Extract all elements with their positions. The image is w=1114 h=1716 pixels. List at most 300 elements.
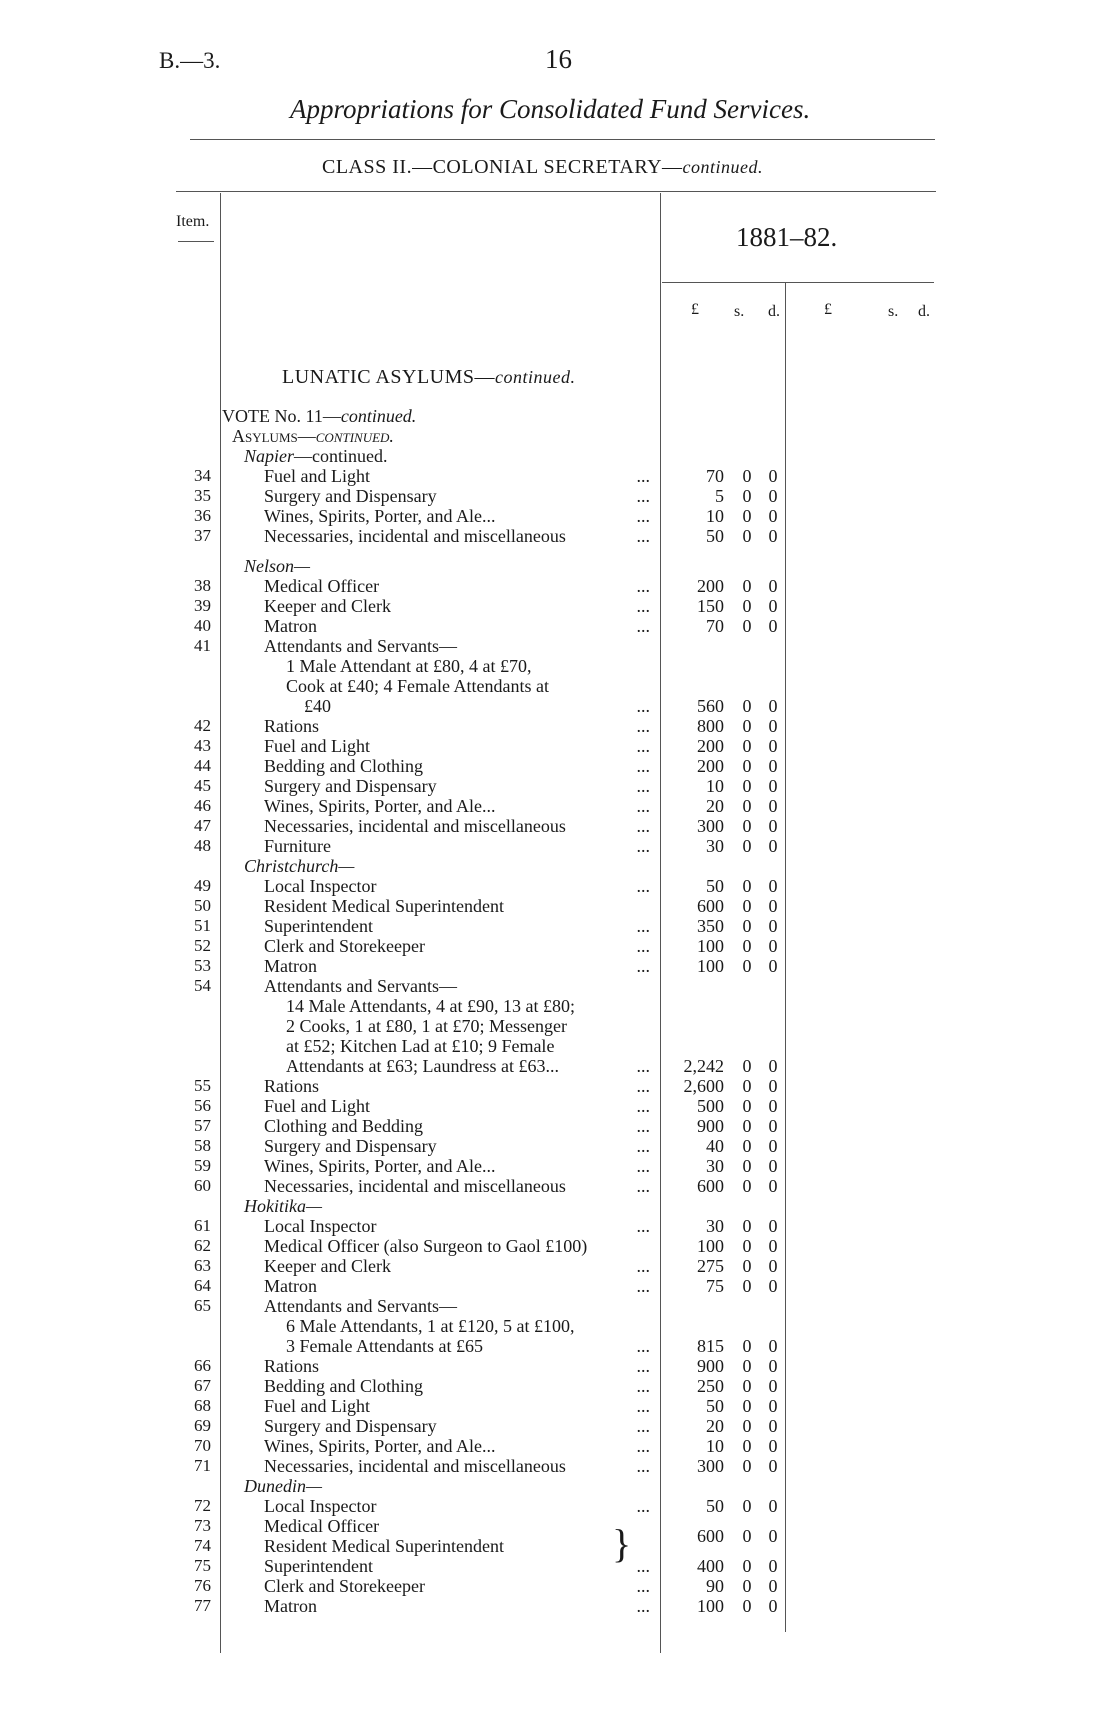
leader-dots: ... <box>636 1496 650 1516</box>
item-number: 76 <box>194 1576 211 1595</box>
table-row <box>0 816 1114 836</box>
amount-pence: 0 <box>768 1156 778 1176</box>
item-number: 50 <box>194 896 211 915</box>
item-description: Rations <box>264 1076 320 1096</box>
item-description: Surgery and Dispensary <box>264 1136 437 1156</box>
item-column-header: Item. <box>176 213 210 230</box>
table-row <box>0 1376 1114 1396</box>
amount-pence: 0 <box>768 1596 778 1616</box>
amount-pence: 0 <box>768 1396 778 1416</box>
table-row <box>0 776 1114 796</box>
leader-dots: ... <box>636 1256 650 1276</box>
item-number: 47 <box>194 816 211 835</box>
table-row <box>0 486 1114 506</box>
item-description: Fuel and Light <box>264 1396 370 1416</box>
leader-dots: ... <box>636 916 650 936</box>
table-row <box>0 736 1114 756</box>
table-row <box>0 526 1114 546</box>
amount-pounds: 100 <box>697 1236 724 1256</box>
item-description: Medical Officer <box>264 1516 380 1536</box>
amount-pounds: 275 <box>697 1256 724 1276</box>
amount-shillings: 0 <box>742 1096 752 1116</box>
amount-pence: 0 <box>768 876 778 896</box>
amount-pence: 0 <box>768 1176 778 1196</box>
amount-pounds: 150 <box>697 596 724 616</box>
item-number: 39 <box>194 596 211 615</box>
amount-pounds: 900 <box>697 1356 724 1376</box>
amount-pence: 0 <box>768 1256 778 1276</box>
year-column-header: 1881–82. <box>736 222 838 252</box>
amount-pounds: 100 <box>697 956 724 976</box>
item-number: 40 <box>194 616 211 635</box>
page-number: 16 <box>545 44 572 74</box>
item-detail-line: 2 Cooks, 1 at £80, 1 at £70; Messenger <box>286 1016 567 1036</box>
class-title: CLASS II.—COLONIAL SECRETARY—continued. <box>322 156 763 178</box>
leader-dots: ... <box>636 1136 650 1156</box>
amount-pounds: 400 <box>697 1556 724 1576</box>
item-detail-line: £40 <box>304 696 331 716</box>
amount-pence: 0 <box>768 1136 778 1156</box>
amount-pence: 0 <box>768 816 778 836</box>
amount-shillings: 0 <box>742 596 752 616</box>
amount-pence: 0 <box>768 716 778 736</box>
item-number: 44 <box>194 756 211 775</box>
table-row <box>0 896 1114 916</box>
amount-pence: 0 <box>768 506 778 526</box>
leader-dots: ... <box>636 716 650 736</box>
table-row <box>0 1176 1114 1196</box>
amount-pounds: 2,242 <box>683 1056 724 1076</box>
item-number: 72 <box>194 1496 211 1515</box>
leader-dots: ... <box>636 616 650 636</box>
item-number: 62 <box>194 1236 211 1255</box>
leader-dots: ... <box>636 1276 650 1296</box>
item-number: 68 <box>194 1396 211 1415</box>
item-number: 58 <box>194 1136 211 1155</box>
amount-pounds: 500 <box>697 1096 724 1116</box>
document-reference: B.—3. <box>159 48 221 73</box>
leader-dots: ... <box>636 756 650 776</box>
section-title: LUNATIC ASYLUMS—continued. <box>282 366 576 388</box>
item-number: 75 <box>194 1556 211 1575</box>
item-description: Furniture <box>264 836 331 856</box>
amount-pounds: 350 <box>697 916 724 936</box>
item-description: Matron <box>264 616 317 636</box>
leader-dots: ... <box>636 526 650 546</box>
leader-dots: ... <box>636 1416 650 1436</box>
amount-pence: 0 <box>768 956 778 976</box>
leader-dots: ... <box>636 1456 650 1476</box>
amount-shillings: 0 <box>742 1416 752 1436</box>
amount-shillings: 0 <box>742 1336 752 1356</box>
leader-dots: ... <box>636 486 650 506</box>
leader-dots: ... <box>636 1096 650 1116</box>
table-row <box>0 796 1114 816</box>
amount-shillings: 0 <box>742 1276 752 1296</box>
amount-pounds: 600 <box>697 1526 724 1546</box>
pounds-column-header: £ <box>691 301 699 318</box>
item-description: Wines, Spirits, Porter, and Ale... <box>264 1436 496 1456</box>
amount-shillings: 0 <box>742 1156 752 1176</box>
amount-shillings: 0 <box>742 1116 752 1136</box>
item-description: Keeper and Clerk <box>264 596 391 616</box>
item-description: Rations <box>264 716 320 736</box>
table-row <box>0 1356 1114 1376</box>
table-row <box>0 506 1114 526</box>
item-number: 55 <box>194 1076 211 1095</box>
table-row <box>0 936 1114 956</box>
item-number: 56 <box>194 1096 211 1115</box>
item-number: 48 <box>194 836 211 855</box>
amount-shillings: 0 <box>742 936 752 956</box>
amount-pence: 0 <box>768 1556 778 1576</box>
brace-bracket: } <box>612 1521 632 1566</box>
table-row <box>0 1236 1114 1256</box>
christchurch-heading: Christchurch— <box>244 856 355 876</box>
item-description: Necessaries, incidental and miscellaneous <box>264 1176 566 1196</box>
item-number: 70 <box>194 1436 211 1455</box>
item-detail-line: 14 Male Attendants, 4 at £90, 13 at £80; <box>286 996 575 1016</box>
amount-pence: 0 <box>768 1116 778 1136</box>
amount-shillings: 0 <box>742 716 752 736</box>
item-description: Superintendent <box>264 1556 373 1576</box>
item-number: 59 <box>194 1156 211 1175</box>
leader-dots: ... <box>636 1056 650 1076</box>
amount-pence: 0 <box>768 1076 778 1096</box>
leader-dots: ... <box>636 776 650 796</box>
leader-dots: ... <box>636 1556 650 1576</box>
amount-pounds: 50 <box>706 526 724 546</box>
item-description: Necessaries, incidental and miscellaneous <box>264 526 566 546</box>
section-title-suffix: continued. <box>495 367 576 387</box>
item-description: Clothing and Bedding <box>264 1116 423 1136</box>
amount-shillings: 0 <box>742 696 752 716</box>
pounds-column-header-2: £ <box>824 301 832 318</box>
item-detail-line: Cook at £40; 4 Female Attendants at <box>286 676 549 696</box>
item-description: Local Inspector <box>264 876 377 896</box>
amount-pounds: 30 <box>706 1156 724 1176</box>
amount-pence: 0 <box>768 776 778 796</box>
table-row <box>0 466 1114 486</box>
amount-shillings: 0 <box>742 526 752 546</box>
item-number: 52 <box>194 936 211 955</box>
table-row <box>0 1276 1114 1296</box>
item-number: 73 <box>194 1516 211 1535</box>
leader-dots: ... <box>636 1356 650 1376</box>
table-row <box>0 1116 1114 1136</box>
table-row <box>0 1456 1114 1476</box>
table-row <box>0 1296 1114 1356</box>
leader-dots: ... <box>636 596 650 616</box>
amount-pence: 0 <box>768 1056 778 1076</box>
pence-column-header-2: d. <box>918 303 930 320</box>
leader-dots: ... <box>636 1576 650 1596</box>
amount-pounds: 2,600 <box>683 1076 724 1096</box>
item-description: Attendants and Servants— <box>264 1296 457 1316</box>
amount-pence: 0 <box>768 756 778 776</box>
amount-pence: 0 <box>768 596 778 616</box>
table-row <box>0 756 1114 776</box>
napier-heading: Napier—continued. <box>244 446 388 466</box>
amount-shillings: 0 <box>742 1176 752 1196</box>
amount-shillings: 0 <box>742 896 752 916</box>
item-description: Superintendent <box>264 916 373 936</box>
table-row <box>0 1516 1114 1536</box>
amount-pounds: 10 <box>706 1436 724 1456</box>
amount-pounds: 75 <box>706 1276 724 1296</box>
item-number: 77 <box>194 1596 211 1615</box>
item-number: 71 <box>194 1456 211 1475</box>
amount-pounds: 50 <box>706 1496 724 1516</box>
amount-pounds: 100 <box>697 1596 724 1616</box>
item-description: Local Inspector <box>264 1496 377 1516</box>
table-row <box>0 576 1114 596</box>
amount-pounds: 200 <box>697 756 724 776</box>
amount-shillings: 0 <box>742 1236 752 1256</box>
amount-pence: 0 <box>768 796 778 816</box>
amount-shillings: 0 <box>742 776 752 796</box>
leader-dots: ... <box>636 1376 650 1396</box>
amount-pence: 0 <box>768 1336 778 1356</box>
table-row <box>0 836 1114 856</box>
leader-dots: ... <box>636 1596 650 1616</box>
table-row <box>0 596 1114 616</box>
amount-shillings: 0 <box>742 816 752 836</box>
item-description: Bedding and Clothing <box>264 756 423 776</box>
amount-shillings: 0 <box>742 1356 752 1376</box>
amount-shillings: 0 <box>742 1526 752 1546</box>
leader-dots: ... <box>636 836 650 856</box>
amount-pence: 0 <box>768 1416 778 1436</box>
amount-pounds: 50 <box>706 1396 724 1416</box>
item-description: Surgery and Dispensary <box>264 486 437 506</box>
amount-pence: 0 <box>768 736 778 756</box>
amount-pounds: 50 <box>706 876 724 896</box>
amount-pence: 0 <box>768 1276 778 1296</box>
table-row <box>0 1436 1114 1456</box>
item-detail-line: 3 Female Attendants at £65 <box>286 1336 483 1356</box>
item-description: Fuel and Light <box>264 736 370 756</box>
item-description: Clerk and Storekeeper <box>264 1576 425 1596</box>
leader-dots: ... <box>636 576 650 596</box>
amount-pence: 0 <box>768 896 778 916</box>
item-number: 64 <box>194 1276 211 1295</box>
item-number: 61 <box>194 1216 211 1235</box>
class-title-suffix: continued. <box>682 157 763 177</box>
amount-pence: 0 <box>768 1576 778 1596</box>
amount-pence: 0 <box>768 616 778 636</box>
amount-shillings: 0 <box>742 956 752 976</box>
asylums-label: Asylums—continued. <box>232 426 394 446</box>
table-row <box>0 976 1114 1076</box>
item-description: Medical Officer <box>264 576 380 596</box>
table-row <box>0 1496 1114 1516</box>
item-number: 65 <box>194 1296 211 1315</box>
amount-pence: 0 <box>768 1436 778 1456</box>
item-description: Surgery and Dispensary <box>264 776 437 796</box>
item-number: 43 <box>194 736 211 755</box>
leader-dots: ... <box>636 1396 650 1416</box>
amount-pounds: 900 <box>697 1116 724 1136</box>
amount-shillings: 0 <box>742 616 752 636</box>
amount-pence: 0 <box>768 1496 778 1516</box>
amount-pounds: 100 <box>697 936 724 956</box>
table-row <box>0 1216 1114 1236</box>
item-number: 41 <box>194 636 211 655</box>
amount-pounds: 250 <box>697 1376 724 1396</box>
item-number: 49 <box>194 876 211 895</box>
amount-pounds: 200 <box>697 576 724 596</box>
amount-pence: 0 <box>768 1236 778 1256</box>
item-number: 60 <box>194 1176 211 1195</box>
vote-label: VOTE No. 11—continued. <box>222 406 417 426</box>
item-number: 35 <box>194 486 211 505</box>
amount-pounds: 600 <box>697 1176 724 1196</box>
amount-shillings: 0 <box>742 506 752 526</box>
item-description: Rations <box>264 1356 320 1376</box>
amount-shillings: 0 <box>742 1076 752 1096</box>
item-description: Resident Medical Superintendent <box>264 1536 504 1556</box>
amount-shillings: 0 <box>742 756 752 776</box>
table-row <box>0 1076 1114 1096</box>
table-row <box>0 1596 1114 1616</box>
amount-pence: 0 <box>768 486 778 506</box>
amount-pence: 0 <box>768 1216 778 1236</box>
shillings-column-header-2: s. <box>888 303 899 320</box>
table-row <box>0 956 1114 976</box>
item-number: 67 <box>194 1376 211 1395</box>
amount-pence: 0 <box>768 1096 778 1116</box>
item-number: 37 <box>194 526 211 545</box>
item-description: Matron <box>264 1596 317 1616</box>
item-description: Attendants and Servants— <box>264 636 457 656</box>
amount-pounds: 30 <box>706 1216 724 1236</box>
item-description: Wines, Spirits, Porter, and Ale... <box>264 1156 496 1176</box>
amount-pounds: 20 <box>706 796 724 816</box>
table-row <box>0 1096 1114 1116</box>
item-detail-line: 6 Male Attendants, 1 at £120, 5 at £100, <box>286 1316 575 1336</box>
item-number: 53 <box>194 956 211 975</box>
item-detail-line: 1 Male Attendant at £80, 4 at £70, <box>286 656 532 676</box>
amount-shillings: 0 <box>742 1436 752 1456</box>
item-number: 69 <box>194 1416 211 1435</box>
leader-dots: ... <box>636 466 650 486</box>
pence-column-header: d. <box>768 303 780 320</box>
amount-pounds: 20 <box>706 1416 724 1436</box>
nelson-heading: Nelson— <box>244 556 311 576</box>
header-rule <box>190 139 935 140</box>
leader-dots: ... <box>636 1216 650 1236</box>
table-row <box>0 636 1114 716</box>
item-description: Matron <box>264 1276 317 1296</box>
item-description: Fuel and Light <box>264 466 370 486</box>
amount-pounds: 600 <box>697 896 724 916</box>
leader-dots: ... <box>636 876 650 896</box>
item-description: Local Inspector <box>264 1216 377 1236</box>
table-row <box>0 1256 1114 1276</box>
item-detail-line: Attendants at £63; Laundress at £63... <box>286 1056 559 1076</box>
leader-dots: ... <box>636 1156 650 1176</box>
item-description: Bedding and Clothing <box>264 1376 423 1396</box>
item-number: 54 <box>194 976 211 995</box>
amount-pence: 0 <box>768 916 778 936</box>
leader-dots: ... <box>636 1176 650 1196</box>
amount-pence: 0 <box>768 696 778 716</box>
table-top-rule <box>176 191 936 192</box>
amount-pounds: 90 <box>706 1576 724 1596</box>
amount-shillings: 0 <box>742 1596 752 1616</box>
item-number: 66 <box>194 1356 211 1375</box>
amount-shillings: 0 <box>742 836 752 856</box>
shillings-column-header: s. <box>734 303 745 320</box>
amount-shillings: 0 <box>742 796 752 816</box>
item-description: Necessaries, incidental and miscellaneous <box>264 816 566 836</box>
item-description: Surgery and Dispensary <box>264 1416 437 1436</box>
amount-pence: 0 <box>768 1526 778 1546</box>
table-row <box>0 1156 1114 1176</box>
leader-dots: ... <box>636 1076 650 1096</box>
leader-dots: ... <box>636 1436 650 1456</box>
item-number: 42 <box>194 716 211 735</box>
amount-pence: 0 <box>768 1356 778 1376</box>
amount-shillings: 0 <box>742 916 752 936</box>
item-number: 63 <box>194 1256 211 1275</box>
year-header-rule <box>662 282 934 283</box>
table-row <box>0 1576 1114 1596</box>
amount-shillings: 0 <box>742 1396 752 1416</box>
amount-shillings: 0 <box>742 576 752 596</box>
table-row <box>0 876 1114 896</box>
amount-pence: 0 <box>768 936 778 956</box>
amount-shillings: 0 <box>742 1376 752 1396</box>
amount-pounds: 40 <box>706 1136 724 1156</box>
item-number: 34 <box>194 466 211 485</box>
item-number: 74 <box>194 1536 211 1555</box>
amount-pence: 0 <box>768 576 778 596</box>
item-number: 38 <box>194 576 211 595</box>
item-detail-line: at £52; Kitchen Lad at £10; 9 Female <box>286 1036 555 1056</box>
amount-pounds: 5 <box>715 486 724 506</box>
table-row <box>0 716 1114 736</box>
leader-dots: ... <box>636 936 650 956</box>
table-row <box>0 1136 1114 1156</box>
item-number: 51 <box>194 916 211 935</box>
amount-pounds: 815 <box>697 1336 724 1356</box>
item-description: Resident Medical Superintendent <box>264 896 504 916</box>
table-row <box>0 616 1114 636</box>
hokitika-heading: Hokitika— <box>244 1196 322 1216</box>
item-description: Medical Officer (also Surgeon to Gaol £100) <box>264 1236 588 1256</box>
amount-pounds: 560 <box>697 696 724 716</box>
amount-shillings: 0 <box>742 1256 752 1276</box>
amount-shillings: 0 <box>742 1216 752 1236</box>
leader-dots: ... <box>636 796 650 816</box>
leader-dots: ... <box>636 956 650 976</box>
amount-pounds: 300 <box>697 816 724 836</box>
amount-shillings: 0 <box>742 1556 752 1576</box>
leader-dots: ... <box>636 1116 650 1136</box>
dunedin-heading: Dunedin— <box>244 1476 322 1496</box>
amount-pence: 0 <box>768 526 778 546</box>
amount-shillings: 0 <box>742 1456 752 1476</box>
item-number: 36 <box>194 506 211 525</box>
amount-shillings: 0 <box>742 876 752 896</box>
item-number: 57 <box>194 1116 211 1135</box>
leader-dots: ... <box>636 696 650 716</box>
amount-pence: 0 <box>768 1456 778 1476</box>
table-row <box>0 1416 1114 1436</box>
amount-pence: 0 <box>768 1376 778 1396</box>
